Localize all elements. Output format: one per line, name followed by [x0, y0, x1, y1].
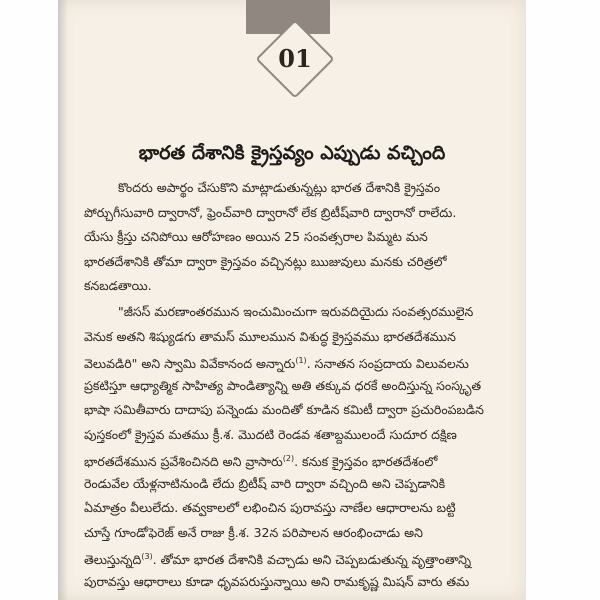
footnote-ref: (3): [141, 552, 153, 561]
text-line: భారతదేశానికి తోమా ద్వారా క్రైస్తవం వచ్చినట్లు ఋజువులు మనకు చరిత్రలో: [84, 253, 447, 269]
chapter-badge: [256, 20, 334, 98]
text-line: పోర్చుగీసువారి ద్వారానో, ఫ్రెంచ్‌వారి ద్వారానో లేక బ్రిటీష్‌వారి ద్వారానో రాలేదు.: [84, 204, 457, 220]
text-line: చూస్తే గూండోఫెరెజ్ అనే రాజు క్రీ.శ. 32న పరిపాలన ఆరంభించాడు అని: [84, 524, 423, 540]
text-span: . తోమా భారత దేశానికి వచ్చాడు అని చెప్పబడుతున్న వృత్తాంతాన్ని: [152, 552, 472, 568]
text-line: [84, 545, 516, 570]
text-span: . సనాతన సంప్రదాయ విలువలను: [306, 356, 469, 372]
text-line: [84, 349, 516, 374]
text-line: పురావస్తు ఆధారాలు కూడా ధృవపరుస్తున్నాయి అని రామకృష్ణ మిషన్ వారు తమ: [84, 573, 470, 589]
chapter-number: 01: [278, 44, 312, 73]
text-line: రెండువేల యేళ్లనాటినుండి లేదు బ్రిటీష్ వారి ద్వారా వచ్చింది అని చెప్పడానికి: [84, 475, 446, 491]
text-span: వెలువడిరి" అని స్వామి వివేకానంద అన్నారు: [84, 356, 296, 372]
text-line: కనబడతాయి.: [84, 278, 152, 293]
text-line: ఏమాత్రం వీలులేదు. తవ్వకాలలో లభించిన పురావస్తు నాణేల ఆధారాలను బట్టి: [84, 500, 456, 515]
page-edge-shadow: [58, 0, 68, 600]
text-line: [84, 447, 516, 472]
text-line: కొందరు అపార్థం చేసుకొని మాట్లాడుతున్నట్లు భారత దేశానికి క్రైస్తవం: [118, 180, 441, 195]
book-page: [58, 0, 526, 600]
footnote-ref: (2): [282, 454, 295, 463]
text-line: వెనుక అతని శిష్యుడగు తామస్ మూలమున విశుద్ధ క్రైస్తవము భారతదేశమున: [84, 328, 456, 344]
text-line: పుస్తకంలో క్రైస్తవ మతము క్రీ.శ. మొదటి రెండవ శతాబ్దములందే సుదూర దక్షిణ: [84, 426, 457, 442]
chapter-title: భారత దేశానికి క్రైస్తవ్యం ఎప్పుడు వచ్చింది: [138, 142, 446, 164]
footnote-ref: (1): [295, 356, 307, 365]
text-line: యేసు క్రీస్తు చనిపోయి ఆరోహణం అయిన 25 సంవత్సరాల పిమ్మట మన: [84, 229, 428, 244]
text-span: . కనుక క్రైస్తవం భారతదేశంలో: [294, 454, 438, 470]
text-line: భాషా సమితీవారు దాదాపు పన్నెండు మందితో కూడిన కమిటీ ద్వారా ప్రచురింపబడిన: [84, 402, 484, 417]
text-span: తెలుస్తున్నది: [84, 552, 142, 568]
paragraph-1: [84, 176, 516, 299]
text-line: "జీసస్ మరణాంతరమున ఇంచుమించుగా ఇరువదియైదు సంవత్సరములైన: [118, 304, 474, 319]
text-span: భారతదేశమున ప్రవేశించినది అని వ్రాసారు: [84, 454, 283, 470]
paragraph-2: [84, 300, 516, 594]
text-line: ప్రకటిస్తూ ఆధ్యాత్మిక సాహిత్య పాండిత్యాన్ని అతి తక్కువ ధరకే అందిస్తున్న సంస్కృత: [84, 377, 482, 393]
